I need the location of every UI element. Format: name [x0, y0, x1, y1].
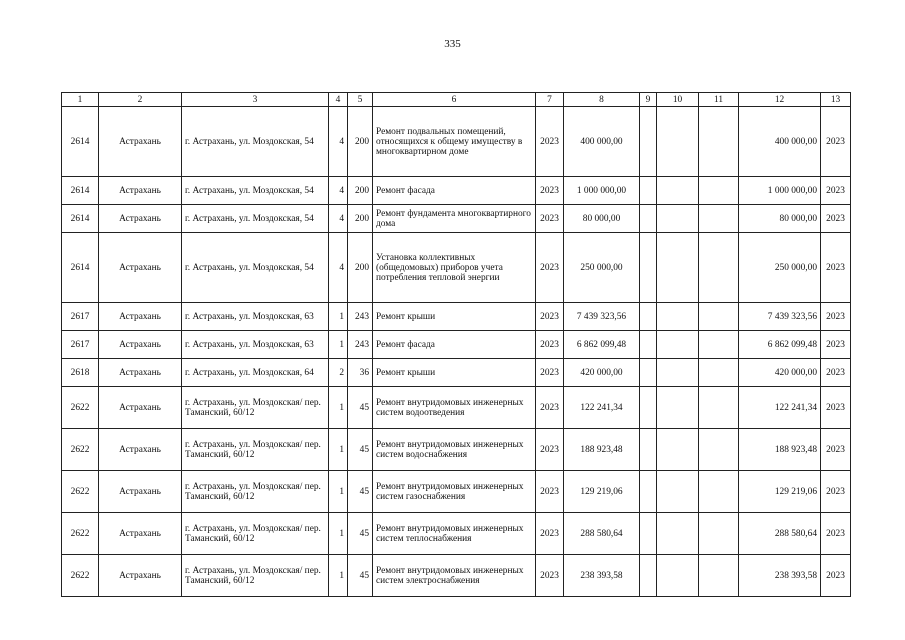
cell-col11 [699, 205, 739, 233]
cell-year: 2023 [536, 205, 564, 233]
cell-col4: 4 [329, 107, 348, 177]
cell-cost: 80 000,00 [564, 205, 640, 233]
cell-col11 [699, 177, 739, 205]
cell-object-id: 2617 [62, 331, 99, 359]
cell-col5: 200 [348, 233, 373, 303]
cell-year: 2023 [536, 513, 564, 555]
cell-year: 2023 [536, 471, 564, 513]
cell-cost: 129 219,06 [564, 471, 640, 513]
cell-col5: 200 [348, 177, 373, 205]
cell-col9 [640, 359, 657, 387]
cell-col10 [657, 303, 699, 331]
column-header: 7 [536, 93, 564, 107]
page-number: 335 [444, 38, 461, 50]
cell-col4: 4 [329, 205, 348, 233]
table-row [62, 303, 851, 331]
cell-address: г. Астрахань, ул. Моздокская, 63 [182, 331, 329, 359]
cell-total: 122 241,34 [739, 387, 821, 429]
cell-year: 2023 [536, 177, 564, 205]
column-header: 5 [348, 93, 373, 107]
cell-object-id: 2622 [62, 387, 99, 429]
cell-address: г. Астрахань, ул. Моздокская, 64 [182, 359, 329, 387]
column-header: 10 [657, 93, 699, 107]
cell-total: 188 923,48 [739, 429, 821, 471]
table-row [62, 513, 851, 555]
cell-col9 [640, 205, 657, 233]
cell-col9 [640, 513, 657, 555]
cell-col11 [699, 107, 739, 177]
cell-municipality: Астрахань [99, 513, 182, 555]
cell-year: 2023 [536, 303, 564, 331]
cell-address: г. Астрахань, ул. Моздокская, 54 [182, 107, 329, 177]
cell-col5: 45 [348, 387, 373, 429]
table-row [62, 471, 851, 513]
cell-col11 [699, 429, 739, 471]
cell-col11 [699, 513, 739, 555]
cell-col11 [699, 555, 739, 597]
cell-cost: 6 862 099,48 [564, 331, 640, 359]
cell-address: г. Астрахань, ул. Моздокская/ пер. Таманский, 60/12 [182, 513, 329, 555]
cell-address: г. Астрахань, ул. Моздокская/ пер. Таманский, 60/12 [182, 387, 329, 429]
cell-col11 [699, 387, 739, 429]
cell-col4: 1 [329, 303, 348, 331]
cell-col9 [640, 429, 657, 471]
cell-work-type: Ремонт фундамента многоквартирного дома [373, 205, 536, 233]
cell-col4: 1 [329, 429, 348, 471]
cell-col4: 1 [329, 471, 348, 513]
cell-cost: 420 000,00 [564, 359, 640, 387]
cell-cost: 238 393,58 [564, 555, 640, 597]
cell-col5: 243 [348, 331, 373, 359]
cell-col4: 4 [329, 177, 348, 205]
cell-col4: 1 [329, 555, 348, 597]
cell-col9 [640, 233, 657, 303]
cell-completion-year: 2023 [821, 513, 851, 555]
cell-col5: 243 [348, 303, 373, 331]
cell-work-type: Ремонт подвальных помещений, относящихся к общему имуществу в многоквартирном доме [373, 107, 536, 177]
cell-completion-year: 2023 [821, 429, 851, 471]
cell-completion-year: 2023 [821, 303, 851, 331]
column-header: 4 [329, 93, 348, 107]
cell-col10 [657, 429, 699, 471]
cell-year: 2023 [536, 331, 564, 359]
cell-address: г. Астрахань, ул. Моздокская, 54 [182, 177, 329, 205]
cell-municipality: Астрахань [99, 205, 182, 233]
cell-municipality: Астрахань [99, 233, 182, 303]
cell-completion-year: 2023 [821, 205, 851, 233]
cell-work-type: Ремонт крыши [373, 303, 536, 331]
cell-col5: 200 [348, 107, 373, 177]
cell-address: г. Астрахань, ул. Моздокская, 54 [182, 205, 329, 233]
cell-object-id: 2618 [62, 359, 99, 387]
cell-col10 [657, 513, 699, 555]
cell-address: г. Астрахань, ул. Моздокская/ пер. Таманский, 60/12 [182, 555, 329, 597]
cell-col5: 45 [348, 471, 373, 513]
cell-col4: 1 [329, 331, 348, 359]
cell-object-id: 2622 [62, 471, 99, 513]
column-header: 6 [373, 93, 536, 107]
cell-completion-year: 2023 [821, 331, 851, 359]
cell-address: г. Астрахань, ул. Моздокская/ пер. Таманский, 60/12 [182, 429, 329, 471]
cell-col9 [640, 177, 657, 205]
cell-completion-year: 2023 [821, 107, 851, 177]
cell-total: 1 000 000,00 [739, 177, 821, 205]
cell-cost: 288 580,64 [564, 513, 640, 555]
cell-col10 [657, 331, 699, 359]
cell-completion-year: 2023 [821, 387, 851, 429]
cell-year: 2023 [536, 555, 564, 597]
table-row [62, 205, 851, 233]
cell-municipality: Астрахань [99, 471, 182, 513]
cell-work-type: Ремонт внутридомовых инженерных систем водоотведения [373, 387, 536, 429]
cell-municipality: Астрахань [99, 303, 182, 331]
cell-year: 2023 [536, 107, 564, 177]
cell-col9 [640, 331, 657, 359]
cell-work-type: Установка коллективных (общедомовых) приборов учета потребления тепловой энергии [373, 233, 536, 303]
cell-cost: 250 000,00 [564, 233, 640, 303]
table-row [62, 233, 851, 303]
cell-municipality: Астрахань [99, 107, 182, 177]
cell-object-id: 2614 [62, 107, 99, 177]
cell-total: 288 580,64 [739, 513, 821, 555]
cell-completion-year: 2023 [821, 359, 851, 387]
cell-completion-year: 2023 [821, 471, 851, 513]
column-header: 12 [739, 93, 821, 107]
cell-municipality: Астрахань [99, 387, 182, 429]
cell-col9 [640, 107, 657, 177]
cell-work-type: Ремонт внутридомовых инженерных систем электроснабжения [373, 555, 536, 597]
header-row [62, 93, 851, 107]
cell-completion-year: 2023 [821, 177, 851, 205]
column-header: 3 [182, 93, 329, 107]
cell-col4: 1 [329, 513, 348, 555]
cell-cost: 188 923,48 [564, 429, 640, 471]
column-header: 2 [99, 93, 182, 107]
cell-work-type: Ремонт фасада [373, 331, 536, 359]
table-row [62, 429, 851, 471]
cell-col5: 45 [348, 555, 373, 597]
cell-address: г. Астрахань, ул. Моздокская/ пер. Таманский, 60/12 [182, 471, 329, 513]
cell-col10 [657, 233, 699, 303]
cell-total: 7 439 323,56 [739, 303, 821, 331]
cell-col10 [657, 555, 699, 597]
cell-completion-year: 2023 [821, 555, 851, 597]
cell-total: 129 219,06 [739, 471, 821, 513]
cell-col11 [699, 331, 739, 359]
cell-col10 [657, 205, 699, 233]
cell-col5: 200 [348, 205, 373, 233]
cell-object-id: 2622 [62, 555, 99, 597]
cell-municipality: Астрахань [99, 331, 182, 359]
column-header: 8 [564, 93, 640, 107]
cell-work-type: Ремонт внутридомовых инженерных систем теплоснабжения [373, 513, 536, 555]
cell-address: г. Астрахань, ул. Моздокская, 54 [182, 233, 329, 303]
cell-year: 2023 [536, 387, 564, 429]
cell-col4: 4 [329, 233, 348, 303]
cell-municipality: Астрахань [99, 555, 182, 597]
cell-object-id: 2614 [62, 233, 99, 303]
cell-municipality: Астрахань [99, 429, 182, 471]
cell-col4: 2 [329, 359, 348, 387]
cell-year: 2023 [536, 233, 564, 303]
cell-total: 6 862 099,48 [739, 331, 821, 359]
cell-col10 [657, 387, 699, 429]
cell-total: 400 000,00 [739, 107, 821, 177]
table-row [62, 177, 851, 205]
cell-cost: 7 439 323,56 [564, 303, 640, 331]
cell-cost: 1 000 000,00 [564, 177, 640, 205]
table-row [62, 555, 851, 597]
cell-col10 [657, 177, 699, 205]
cell-completion-year: 2023 [821, 233, 851, 303]
cell-col11 [699, 233, 739, 303]
cell-object-id: 2617 [62, 303, 99, 331]
cell-col9 [640, 303, 657, 331]
cell-col11 [699, 303, 739, 331]
cell-work-type: Ремонт крыши [373, 359, 536, 387]
table-row [62, 107, 851, 177]
cell-col10 [657, 471, 699, 513]
column-header: 9 [640, 93, 657, 107]
column-header: 13 [821, 93, 851, 107]
table-body [62, 107, 851, 597]
cell-municipality: Астрахань [99, 177, 182, 205]
cell-year: 2023 [536, 429, 564, 471]
cell-year: 2023 [536, 359, 564, 387]
cell-address: г. Астрахань, ул. Моздокская, 63 [182, 303, 329, 331]
cell-col10 [657, 359, 699, 387]
cell-work-type: Ремонт внутридомовых инженерных систем газоснабжения [373, 471, 536, 513]
repair-registry-table [61, 92, 851, 597]
cell-col5: 45 [348, 429, 373, 471]
cell-col9 [640, 471, 657, 513]
cell-object-id: 2622 [62, 513, 99, 555]
table-row [62, 359, 851, 387]
cell-total: 80 000,00 [739, 205, 821, 233]
cell-object-id: 2614 [62, 205, 99, 233]
table-row [62, 331, 851, 359]
cell-work-type: Ремонт фасада [373, 177, 536, 205]
cell-col11 [699, 471, 739, 513]
cell-col10 [657, 107, 699, 177]
table-row [62, 387, 851, 429]
cell-object-id: 2622 [62, 429, 99, 471]
cell-municipality: Астрахань [99, 359, 182, 387]
column-header: 1 [62, 93, 99, 107]
cell-total: 238 393,58 [739, 555, 821, 597]
cell-col5: 45 [348, 513, 373, 555]
cell-total: 420 000,00 [739, 359, 821, 387]
column-header: 11 [699, 93, 739, 107]
cell-col9 [640, 387, 657, 429]
cell-col11 [699, 359, 739, 387]
cell-work-type: Ремонт внутридомовых инженерных систем водоснабжения [373, 429, 536, 471]
cell-cost: 400 000,00 [564, 107, 640, 177]
cell-col4: 1 [329, 387, 348, 429]
cell-total: 250 000,00 [739, 233, 821, 303]
cell-col9 [640, 555, 657, 597]
cell-object-id: 2614 [62, 177, 99, 205]
cell-cost: 122 241,34 [564, 387, 640, 429]
cell-col5: 36 [348, 359, 373, 387]
